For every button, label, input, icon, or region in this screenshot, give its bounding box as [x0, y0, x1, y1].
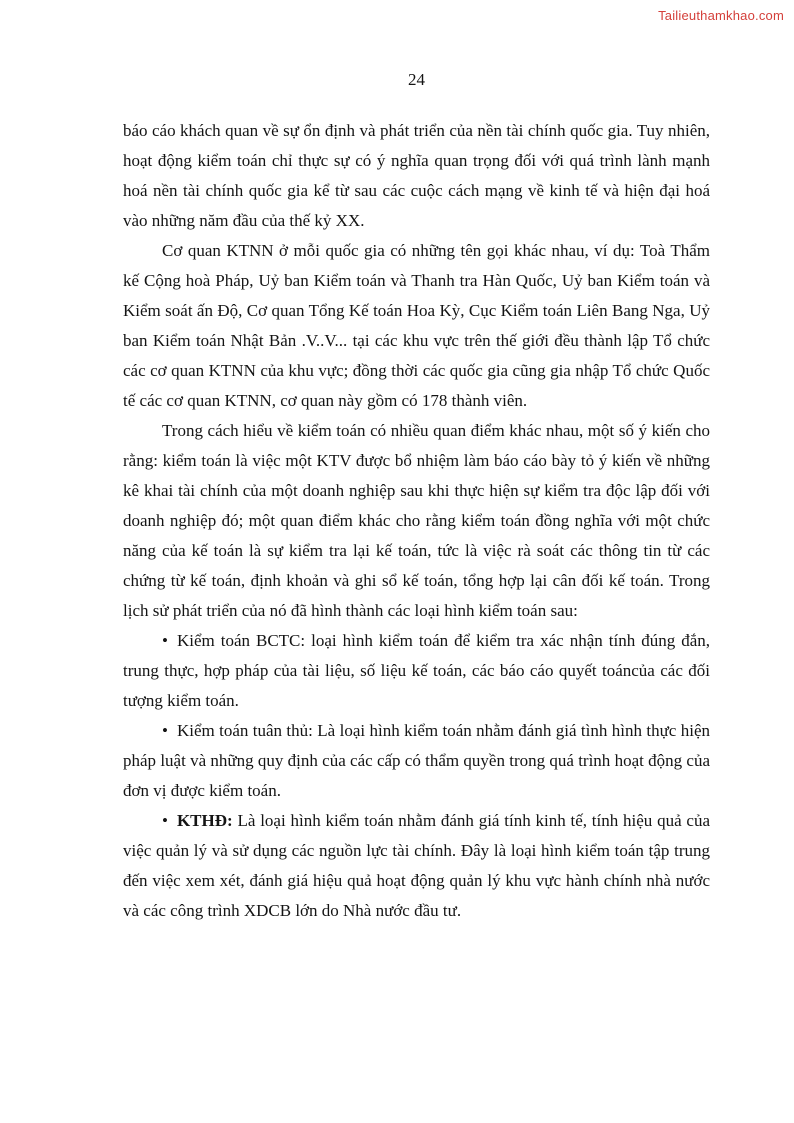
bullet-lead: KTHĐ: [176, 811, 233, 830]
paragraph: báo cáo khách quan về sự ổn định và phát triển của nền tài chính quốc gia. Tuy nhiên, hoạt động kiểm toán chỉ thực sự có ý nghĩa quan trọng đối với quá trình lành mạnh hoá nền tài chính quốc gia kể từ sau các cuộc cách mạng về kinh tế và hiện đại hoá vào những năm đầu của thế kỷ XX. [123, 121, 710, 230]
bullet-item [123, 806, 710, 926]
bullet-item [123, 716, 710, 806]
page-number: 24 [408, 70, 425, 89]
document-content [123, 116, 710, 926]
paragraph: Trong cách hiểu về kiểm toán có nhiều quan điểm khác nhau, một số ý kiến cho rằng: kiểm toán là việc một KTV được bổ nhiệm làm báo cáo bày tỏ ý kiến về những kê khai tài chính của một doanh nghiệp sau khi thực hiện sự kiểm tra độc lập đối với doanh nghiệp đó; một quan điểm khác cho rằng kiểm toán đồng nghĩa với một chức năng của kế toán là sự kiểm tra lại kế toán, tức là việc rà soát các thông tin từ các chứng từ kế toán, định khoản và ghi sổ kế toán, tổng hợp lại cân đối kế toán. Trong lịch sử phát triển của nó đã hình thành các loại hình kiểm toán sau: [123, 421, 710, 620]
bullet-item [123, 626, 710, 716]
bullet-marker: • [162, 631, 168, 650]
bullet-marker: • [162, 811, 168, 830]
bullet-text: Là loại hình kiểm toán nhằm đánh giá tính kinh tế, tính hiệu quả của việc quản lý và sử dụng các nguồn lực tài chính. Đây là loại hình kiểm toán tập trung đến việc xem xét, đánh giá hiệu quả hoạt động quản lý khu vực hành chính nhà nước và các công trình XDCB lớn do Nhà nước đầu tư. [123, 811, 710, 920]
bullet-text: Kiểm toán tuân thủ: Là loại hình kiểm toán nhằm đánh giá tình hình thực hiện pháp luật và những quy định của các cấp có thẩm quyền trong quá trình hoạt động của đơn vị được kiểm toán. [123, 721, 710, 800]
bullet-text: Kiểm toán BCTC: loại hình kiểm toán để kiểm tra xác nhận tính đúng đắn, trung thực, hợp pháp của tài liệu, số liệu kế toán, các báo cáo quyết toáncủa các đối tượng kiểm toán. [123, 631, 710, 710]
bullet-marker: • [162, 721, 168, 740]
paragraph: Cơ quan KTNN ở mỗi quốc gia có những tên gọi khác nhau, ví dụ: Toà Thẩm kế Cộng hoà Pháp, Uỷ ban Kiểm toán và Thanh tra Hàn Quốc, Uỷ ban Kiểm toán và Kiểm soát ấn Độ, Cơ quan Tổng Kế toán Hoa Kỳ, Cục Kiểm toán Liên Bang Nga, Uỷ ban Kiểm toán Nhật Bản .V..V... tại các khu vực trên thế giới đều thành lập Tổ chức các cơ quan KTNN của khu vực; đồng thời các quốc gia cũng gia nhập Tổ chức Quốc tế các cơ quan KTNN, cơ quan này gồm có 178 thành viên. [123, 241, 710, 410]
watermark-text: Tailieuthamkhao.com [658, 8, 784, 23]
